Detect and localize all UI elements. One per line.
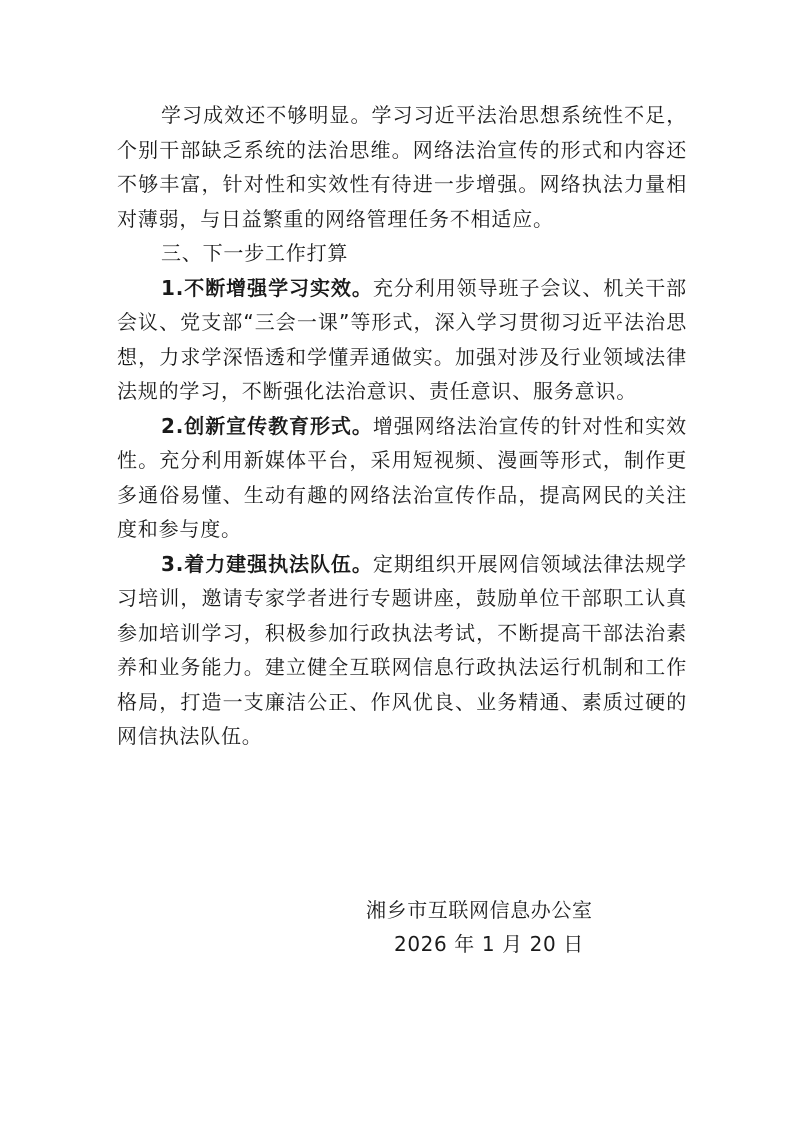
- paragraph-item-2: [117, 409, 687, 547]
- paragraph-shortcomings: [117, 98, 687, 236]
- item-3-heading: 3.着力建强执法队伍。: [161, 551, 373, 576]
- item-1-heading: 1.不断增强学习实效。: [161, 275, 373, 300]
- paragraph-text: 学习成效还不够明显。学习习近平法治思想系统性不足，个别干部缺乏系统的法治思维。网络法治宣传的形式和内容还不够丰富，针对性和实效性有待进一步增强。网络执法力量相对薄弱，与日益繁重的网络管理任务不相适应。: [117, 103, 687, 231]
- paragraph-item-1: [117, 271, 687, 409]
- item-2-heading: 2.创新宣传教育形式。: [161, 413, 373, 438]
- section-heading-next-steps: [117, 236, 687, 271]
- signature-organization: 湘乡市互联网信息办公室: [366, 898, 593, 922]
- document-body: [117, 98, 687, 754]
- signature-date: 2026 年 1 月 20 日: [394, 932, 584, 956]
- item-1-text: 充分利用领导班子会议、机关干部会议、党支部“三会一课”等形式，深入学习贯彻习近平法治思想，力求学深悟透和学懂弄通做实。加强对涉及行业领域法律法规的学习，不断强化法治意识、责任意识、服务意识。: [117, 275, 687, 403]
- section-heading-text: 三、下一步工作打算: [161, 241, 349, 265]
- item-2-text: 增强网络法治宣传的针对性和实效性。充分利用新媒体平台，采用短视频、漫画等形式，制作更多通俗易懂、生动有趣的网络法治宣传作品，提高网民的关注度和参与度。: [117, 413, 687, 541]
- item-3-text: 定期组织开展网信领域法律法规学习培训，邀请专家学者进行专题讲座，鼓励单位干部职工认真参加培训学习，积极参加行政执法考试，不断提高干部法治素养和业务能力。建立健全互联网信息行政执法运行机制和工作格局，打造一支廉洁公正、作风优良、业务精通、素质过硬的网信执法队伍。: [117, 551, 687, 748]
- paragraph-item-3: [117, 547, 687, 754]
